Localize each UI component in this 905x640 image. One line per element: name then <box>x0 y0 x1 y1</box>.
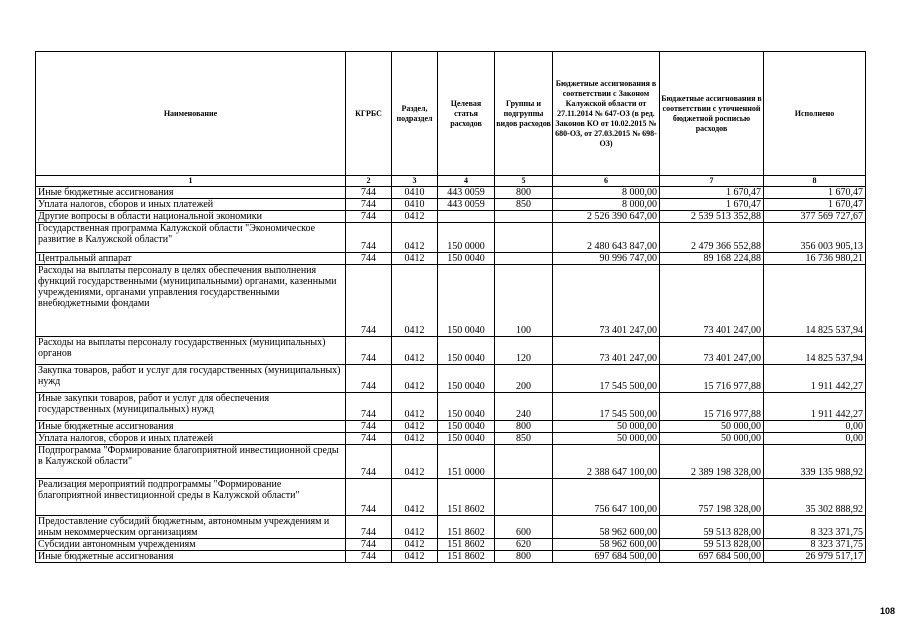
table-row <box>36 479 866 516</box>
row-revised-allocations: 1 670,47 <box>660 199 764 211</box>
row-law-allocations: 8 000,00 <box>553 187 660 199</box>
row-law-allocations: 90 996 747,00 <box>553 253 660 265</box>
row-executed: 14 825 537,94 <box>764 265 866 337</box>
header-revised-allocations: Бюджетные ассигнования в соответствии с уточненной бюджетной росписью расходов <box>660 52 764 176</box>
row-expense-group <box>495 253 553 265</box>
header-name: Наименование <box>36 52 346 176</box>
row-target-article: 150 0040 <box>438 337 495 365</box>
table-row <box>36 421 866 433</box>
table-row <box>36 211 866 223</box>
row-target-article <box>438 211 495 223</box>
table-row <box>36 365 866 393</box>
header-kgrbs: КГРБС <box>346 52 392 176</box>
table-row <box>36 199 866 211</box>
row-kgrbs: 744 <box>346 223 392 253</box>
row-expense-group: 800 <box>495 421 553 433</box>
column-number: 8 <box>764 176 866 187</box>
row-executed: 26 979 517,17 <box>764 551 866 563</box>
row-section: 0412 <box>392 516 438 539</box>
row-target-article: 150 0040 <box>438 421 495 433</box>
row-kgrbs: 744 <box>346 365 392 393</box>
row-target-article: 150 0000 <box>438 223 495 253</box>
table-row <box>36 551 866 563</box>
table-header <box>36 52 866 187</box>
row-target-article: 150 0040 <box>438 265 495 337</box>
row-kgrbs: 744 <box>346 199 392 211</box>
row-kgrbs: 744 <box>346 516 392 539</box>
row-executed: 377 569 727,67 <box>764 211 866 223</box>
row-law-allocations: 2 526 390 647,00 <box>553 211 660 223</box>
row-kgrbs: 744 <box>346 187 392 199</box>
row-expense-group: 120 <box>495 337 553 365</box>
row-name: Подпрограмма "Формирование благоприятной инвестиционной среды в Калужской области" <box>36 445 346 479</box>
row-expense-group: 240 <box>495 393 553 421</box>
row-kgrbs: 744 <box>346 479 392 516</box>
row-executed: 1 911 442,27 <box>764 393 866 421</box>
row-law-allocations: 58 962 600,00 <box>553 516 660 539</box>
row-executed: 356 003 905,13 <box>764 223 866 253</box>
header-law-allocations: Бюджетные ассигнования в соответствии с Законом Калужской области от 27.11.2014 № 647-ОЗ (в ред. Законов КО от 10.02.2015 № 680-ОЗ, от 27.03.2015 № 698-ОЗ) <box>553 52 660 176</box>
row-revised-allocations: 73 401 247,00 <box>660 265 764 337</box>
row-name: Иные бюджетные ассигнования <box>36 421 346 433</box>
row-law-allocations: 17 545 500,00 <box>553 365 660 393</box>
row-kgrbs: 744 <box>346 433 392 445</box>
row-name: Уплата налогов, сборов и иных платежей <box>36 433 346 445</box>
row-kgrbs: 744 <box>346 421 392 433</box>
row-expense-group: 850 <box>495 433 553 445</box>
row-name: Расходы на выплаты персоналу государственных (муниципальных) органов <box>36 337 346 365</box>
row-expense-group <box>495 223 553 253</box>
row-law-allocations: 50 000,00 <box>553 433 660 445</box>
row-target-article: 151 0000 <box>438 445 495 479</box>
row-expense-group: 620 <box>495 539 553 551</box>
row-kgrbs: 744 <box>346 539 392 551</box>
row-revised-allocations: 2 479 366 552,88 <box>660 223 764 253</box>
row-revised-allocations: 2 389 198 328,00 <box>660 445 764 479</box>
row-expense-group <box>495 445 553 479</box>
row-kgrbs: 744 <box>346 337 392 365</box>
row-kgrbs: 744 <box>346 265 392 337</box>
table-row <box>36 337 866 365</box>
row-revised-allocations: 59 513 828,00 <box>660 516 764 539</box>
row-name: Предоставление субсидий бюджетным, автономным учреждениям и иным некоммерческим организациям <box>36 516 346 539</box>
row-expense-group: 200 <box>495 365 553 393</box>
row-section: 0412 <box>392 337 438 365</box>
row-section: 0412 <box>392 211 438 223</box>
column-number: 5 <box>495 176 553 187</box>
column-number: 3 <box>392 176 438 187</box>
row-executed: 8 323 371,75 <box>764 516 866 539</box>
row-expense-group: 850 <box>495 199 553 211</box>
row-target-article: 150 0040 <box>438 365 495 393</box>
row-target-article: 151 8602 <box>438 479 495 516</box>
table-row <box>36 445 866 479</box>
row-revised-allocations: 15 716 977,88 <box>660 393 764 421</box>
row-target-article: 443 0059 <box>438 187 495 199</box>
page-number: 108 <box>880 606 896 616</box>
row-expense-group <box>495 479 553 516</box>
header-executed: Исполнено <box>764 52 866 176</box>
row-law-allocations: 756 647 100,00 <box>553 479 660 516</box>
row-target-article: 151 8602 <box>438 539 495 551</box>
row-section: 0412 <box>392 421 438 433</box>
row-law-allocations: 73 401 247,00 <box>553 337 660 365</box>
row-kgrbs: 744 <box>346 253 392 265</box>
row-revised-allocations: 73 401 247,00 <box>660 337 764 365</box>
row-executed: 8 323 371,75 <box>764 539 866 551</box>
row-kgrbs: 744 <box>346 551 392 563</box>
row-section: 0412 <box>392 223 438 253</box>
row-executed: 16 736 980,21 <box>764 253 866 265</box>
row-target-article: 151 8602 <box>438 551 495 563</box>
row-law-allocations: 50 000,00 <box>553 421 660 433</box>
budget-table <box>35 51 866 563</box>
row-law-allocations: 2 388 647 100,00 <box>553 445 660 479</box>
row-name: Закупка товаров, работ и услуг для государственных (муниципальных) нужд <box>36 365 346 393</box>
row-revised-allocations: 89 168 224,88 <box>660 253 764 265</box>
row-revised-allocations: 15 716 977,88 <box>660 365 764 393</box>
row-section: 0412 <box>392 433 438 445</box>
row-name: Расходы на выплаты персоналу в целях обеспечения выполнения функций государственными (муниципальными) органами, казенными учреждениями, органами управления государственными внебюджетными фондами <box>36 265 346 337</box>
table-row <box>36 187 866 199</box>
row-expense-group: 100 <box>495 265 553 337</box>
row-section: 0410 <box>392 187 438 199</box>
row-law-allocations: 8 000,00 <box>553 199 660 211</box>
row-section: 0412 <box>392 479 438 516</box>
row-name: Центральный аппарат <box>36 253 346 265</box>
table-row <box>36 393 866 421</box>
header-expense-group: Группы и подгруппы видов расходов <box>495 52 553 176</box>
row-revised-allocations: 50 000,00 <box>660 433 764 445</box>
row-executed: 35 302 888,92 <box>764 479 866 516</box>
row-executed: 339 135 988,92 <box>764 445 866 479</box>
table-row <box>36 253 866 265</box>
row-executed: 0,00 <box>764 433 866 445</box>
row-section: 0412 <box>392 265 438 337</box>
row-revised-allocations: 1 670,47 <box>660 187 764 199</box>
column-number: 1 <box>36 176 346 187</box>
row-expense-group: 800 <box>495 551 553 563</box>
row-expense-group: 600 <box>495 516 553 539</box>
table-row <box>36 265 866 337</box>
row-law-allocations: 73 401 247,00 <box>553 265 660 337</box>
row-executed: 0,00 <box>764 421 866 433</box>
row-kgrbs: 744 <box>346 211 392 223</box>
row-section: 0412 <box>392 445 438 479</box>
row-name: Иные бюджетные ассигнования <box>36 187 346 199</box>
row-section: 0412 <box>392 539 438 551</box>
row-section: 0412 <box>392 253 438 265</box>
row-section: 0412 <box>392 551 438 563</box>
table-row <box>36 433 866 445</box>
row-law-allocations: 58 962 600,00 <box>553 539 660 551</box>
row-executed: 1 911 442,27 <box>764 365 866 393</box>
row-revised-allocations: 697 684 500,00 <box>660 551 764 563</box>
row-name: Реализация мероприятий подпрограммы "Формирование благоприятной инвестиционной среды в Калужской области" <box>36 479 346 516</box>
row-kgrbs: 744 <box>346 393 392 421</box>
table-body <box>36 187 866 563</box>
column-number: 7 <box>660 176 764 187</box>
row-revised-allocations: 757 198 328,00 <box>660 479 764 516</box>
row-name: Уплата налогов, сборов и иных платежей <box>36 199 346 211</box>
header-target-article: Целевая статья расходов <box>438 52 495 176</box>
row-expense-group: 800 <box>495 187 553 199</box>
row-revised-allocations: 2 539 513 352,88 <box>660 211 764 223</box>
row-name: Субсидии автономным учреждениям <box>36 539 346 551</box>
table-row <box>36 223 866 253</box>
row-target-article: 151 8602 <box>438 516 495 539</box>
row-name: Государственная программа Калужской области "Экономическое развитие в Калужской области" <box>36 223 346 253</box>
row-expense-group <box>495 211 553 223</box>
table-row <box>36 539 866 551</box>
row-target-article: 150 0040 <box>438 253 495 265</box>
row-target-article: 150 0040 <box>438 393 495 421</box>
row-revised-allocations: 50 000,00 <box>660 421 764 433</box>
column-number: 2 <box>346 176 392 187</box>
header-section: Раздел, подраздел <box>392 52 438 176</box>
row-revised-allocations: 59 513 828,00 <box>660 539 764 551</box>
column-number: 6 <box>553 176 660 187</box>
row-executed: 1 670,47 <box>764 199 866 211</box>
table-row <box>36 516 866 539</box>
row-name: Иные бюджетные ассигнования <box>36 551 346 563</box>
row-kgrbs: 744 <box>346 445 392 479</box>
row-law-allocations: 697 684 500,00 <box>553 551 660 563</box>
row-target-article: 443 0059 <box>438 199 495 211</box>
row-target-article: 150 0040 <box>438 433 495 445</box>
column-number: 4 <box>438 176 495 187</box>
row-section: 0410 <box>392 199 438 211</box>
row-executed: 14 825 537,94 <box>764 337 866 365</box>
row-section: 0412 <box>392 393 438 421</box>
row-law-allocations: 17 545 500,00 <box>553 393 660 421</box>
row-name: Иные закупки товаров, работ и услуг для обеспечения государственных (муниципальных) нужд <box>36 393 346 421</box>
row-executed: 1 670,47 <box>764 187 866 199</box>
row-law-allocations: 2 480 643 847,00 <box>553 223 660 253</box>
row-name: Другие вопросы в области национальной экономики <box>36 211 346 223</box>
row-section: 0412 <box>392 365 438 393</box>
